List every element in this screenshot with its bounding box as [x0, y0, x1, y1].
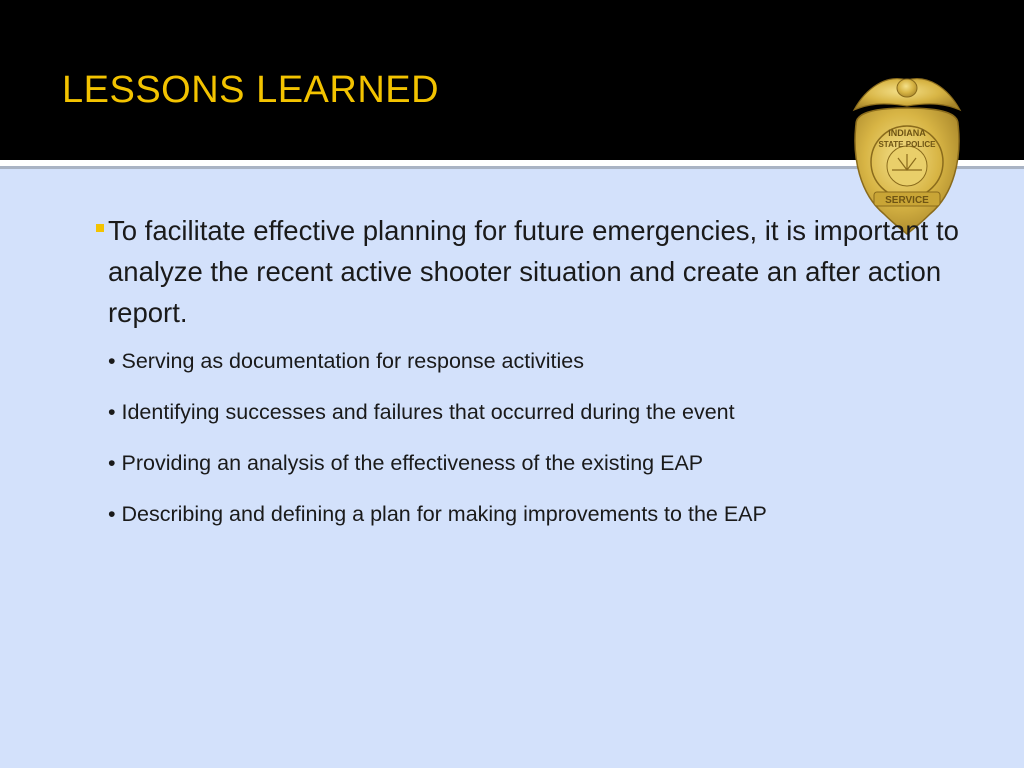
main-bullet	[100, 210, 970, 333]
slide-title: LESSONS LEARNED	[62, 69, 440, 111]
sub-bullet-item: • Describing and defining a plan for making improvements to the EAP	[108, 502, 767, 526]
slide-content	[100, 210, 970, 551]
badge-text-bottom: SERVICE	[885, 195, 929, 206]
sub-bullet-item: • Identifying successes and failures that occurred during the event	[108, 400, 735, 424]
badge-text-middle: STATE POLICE	[878, 140, 936, 149]
badge-eagle-head	[897, 79, 917, 97]
sub-bullet-item: • Providing an analysis of the effectiveness of the existing EAP	[108, 451, 704, 475]
sub-bullet-item: • Serving as documentation for response activities	[108, 349, 584, 373]
main-bullet-text: To facilitate effective planning for future emergencies, it is important to analyze the recent active shooter situation and create an after action report.	[108, 215, 959, 328]
badge-text-top: INDIANA	[888, 128, 926, 138]
sub-bullet-list	[100, 347, 970, 528]
square-bullet-icon	[96, 224, 104, 232]
